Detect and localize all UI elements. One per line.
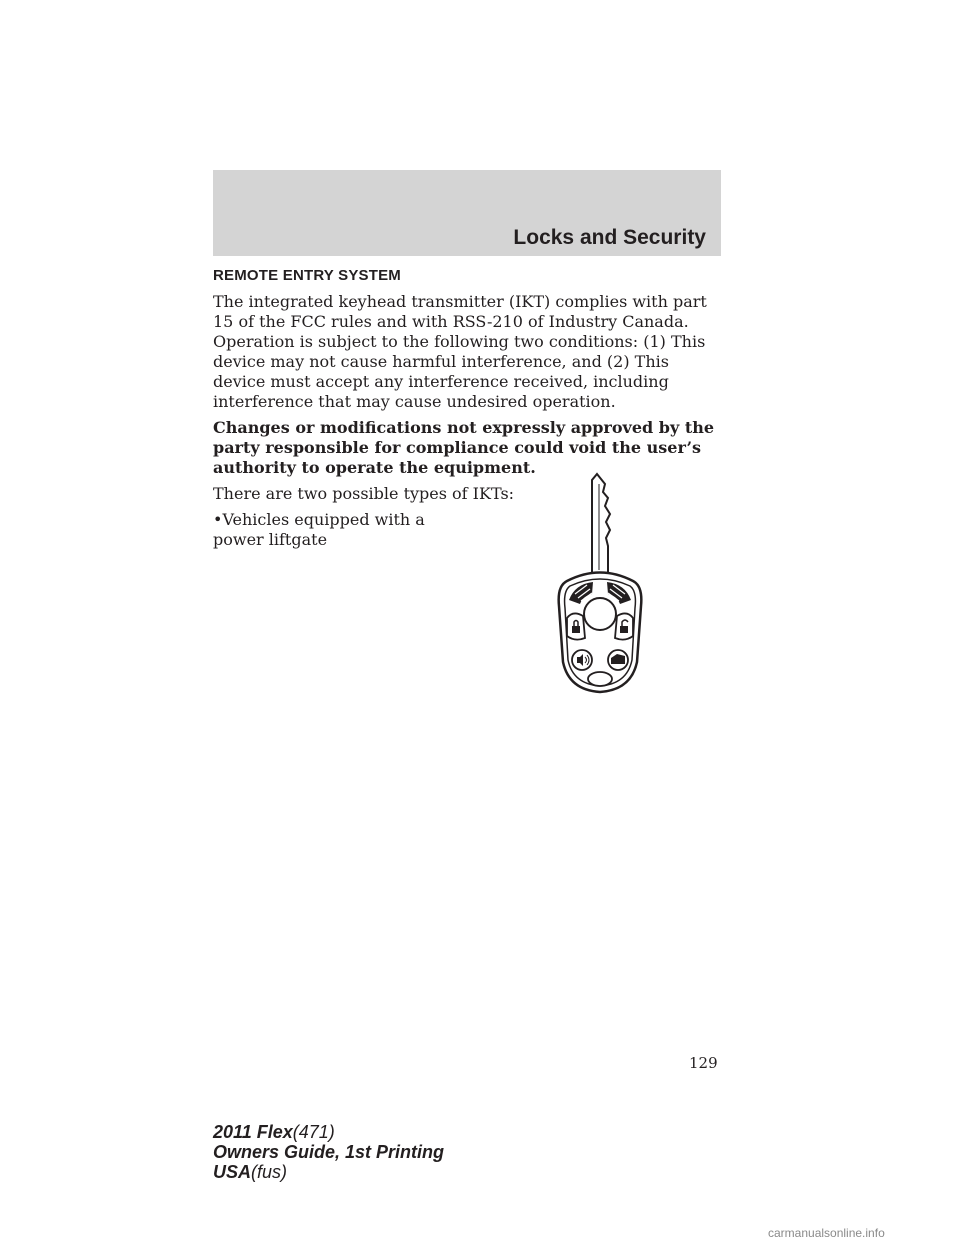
watermark: carmanualsonline.info <box>768 1226 885 1240</box>
section-title: Locks and Security <box>513 226 706 249</box>
footer-model-code: (471) <box>292 1122 335 1142</box>
key-blade <box>592 474 610 574</box>
bullet-item-power-liftgate <box>213 510 473 550</box>
warning-paragraph: Changes or modifications not expressly approved by the party responsible for compliance could void the user’s authority to operate the equipment. <box>213 418 715 477</box>
section-header-band <box>213 170 721 256</box>
footer-market-code: (fus) <box>251 1162 288 1182</box>
footer-market: USA <box>213 1162 252 1182</box>
fcc-compliance-paragraph: The integrated keyhead transmitter (IKT) complies with part 15 of the FCC rules and with RSS-210 of Industry Canada. Operation is subject to the following two conditions: (1) This device may not cause harmful interference, and (2) This device must accept any interference received, including interference that may cause undesired operation. <box>213 292 707 411</box>
print-footer <box>213 1122 444 1182</box>
bullet-text: Vehicles equipped with a power liftgate <box>213 510 425 549</box>
bullet-marker: • <box>213 510 223 529</box>
page-number: 129 <box>689 1054 718 1072</box>
footer-model: 2011 Flex <box>213 1122 293 1142</box>
ikt-types-intro: There are two possible types of IKTs: <box>213 484 515 503</box>
integrated-keyhead-transmitter-icon <box>545 466 655 711</box>
bottom-button <box>588 672 612 686</box>
section-heading: REMOTE ENTRY SYSTEM <box>213 267 401 284</box>
center-button <box>584 598 616 630</box>
footer-printing: Owners Guide, 1st Printing <box>213 1142 445 1162</box>
